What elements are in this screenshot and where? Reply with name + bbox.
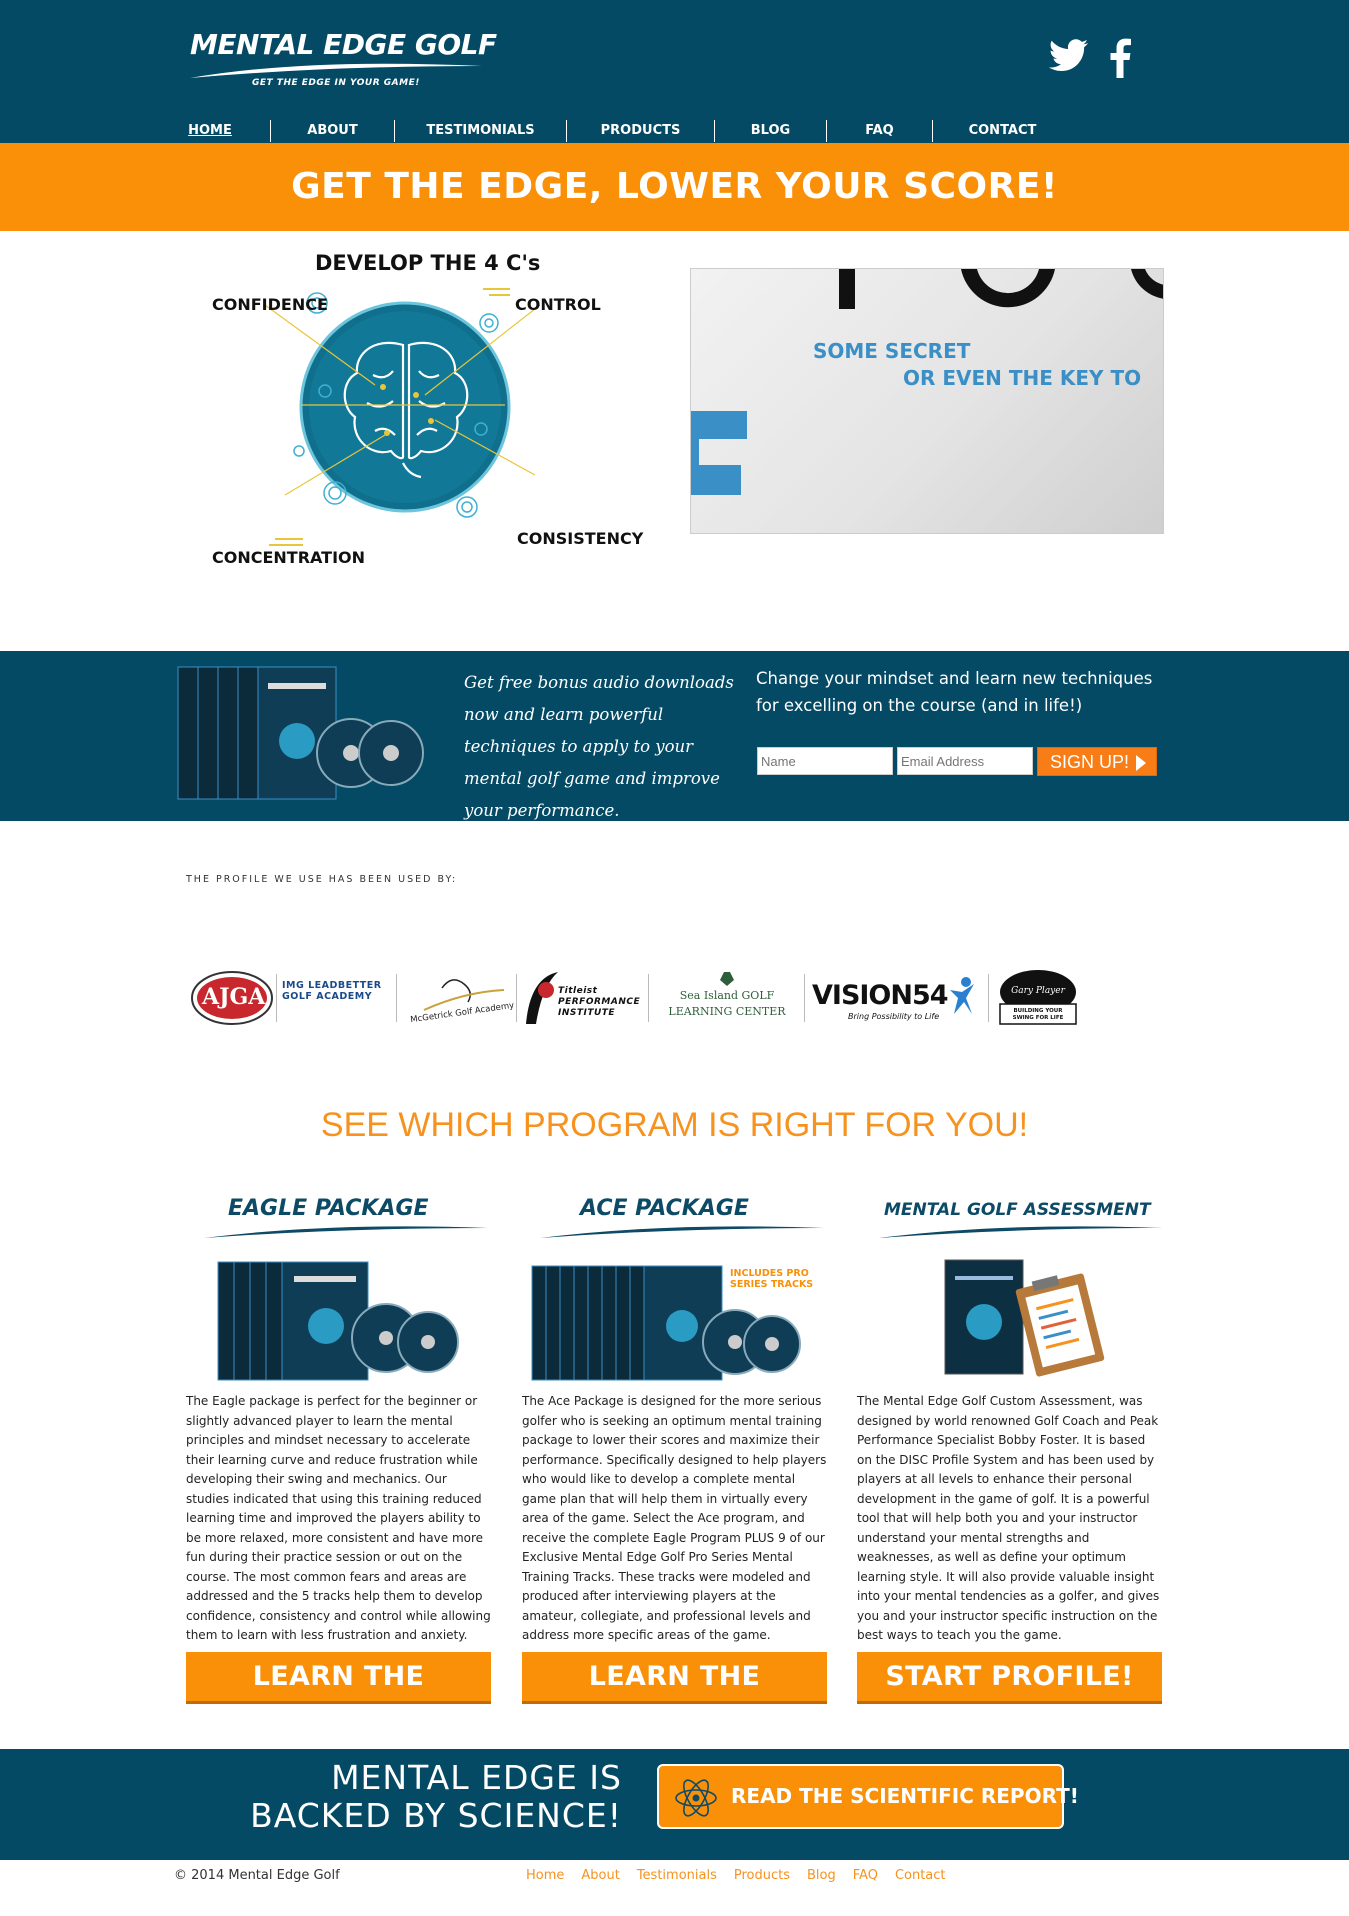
- logo-ajga-text: AJGA: [202, 984, 266, 1010]
- signup-promo: Get free bonus audio downloads now and learn powerful techniques to apply to your mental golf game and improve your performance.: [464, 673, 734, 820]
- tpi-swoosh-icon: [520, 968, 560, 1028]
- logo-mcgetrick: [402, 968, 515, 1028]
- ace-pro-series-badge: INCLUDES PRO SERIES TRACKS: [730, 1268, 814, 1290]
- logo-gary-player-sub: BUILDING YOUR SWING FOR LIFE: [1012, 1008, 1064, 1021]
- nav-blog[interactable]: BLOG: [714, 120, 826, 142]
- footer-link-home[interactable]: Home: [526, 1868, 565, 1883]
- vision54-figure-icon: [946, 976, 978, 1016]
- four-cs-confidence: CONFIDENCE: [212, 295, 328, 314]
- nav-home[interactable]: HOME: [188, 123, 232, 138]
- footer-link-products[interactable]: Products: [733, 1868, 790, 1883]
- program-ace-title: ACE PACKAGE: [580, 1196, 749, 1221]
- logo-title: MENTAL EDGE GOLF: [190, 28, 497, 61]
- footer-link-contact[interactable]: Contact: [894, 1868, 946, 1883]
- program-eagle-title: EAGLE PACKAGE: [228, 1196, 429, 1221]
- science-band: [0, 1749, 1349, 1860]
- video-decor-icon: [691, 269, 1164, 534]
- assessment-report-image: [935, 1246, 1135, 1386]
- eagle-package-image: [216, 1256, 506, 1386]
- signup-email-input[interactable]: [897, 747, 1033, 775]
- eagle-learn-button[interactable]: LEARN THE SECRETS!: [186, 1652, 491, 1704]
- program-assessment-description: The Mental Edge Golf Custom Assessment, was designed by world renowned Golf Coach and Peak Performance Specialist Bobby Foster. It is based on the DISC Profile System and has been used by players at all levels to enhance their personal development in the game of golf. It is a powerful tool that will help both you and your instructor understand your mental strengths and weaknesses, as well as define your optimum learning style. It will also provide valuable insight into your mental tendencies as a golfer, and gives you and your instructor specific instruction on the best ways to teach you the game.: [857, 1394, 1160, 1642]
- nav-products[interactable]: PRODUCTS: [566, 120, 714, 142]
- signup-name-input[interactable]: [757, 747, 893, 775]
- four-cs-graphic: [205, 245, 655, 575]
- scientific-report-label: READ THE SCIENTIFIC REPORT!: [731, 1784, 1079, 1808]
- dvd-package-image: [176, 661, 466, 811]
- science-headline: [222, 1759, 622, 1835]
- logo-gary-player-text: Gary Player: [1011, 986, 1065, 996]
- program-eagle-description: The Eagle package is perfect for the beginner or slightly advanced player to learn the mental principles and mindset necessary to accelerate their learning curve and reduce frustration while developing their swing and mechanics. Our studies indicated that using this training reduced learning time and improved the players ability to be more relaxed, more consistent and have more fun during their practice session or out on the course. The most common fears and areas are addressed and the 5 tracks help them to develop confidence, consistency and control while allowing them to learn with less frustration and anxiety.: [186, 1394, 491, 1642]
- four-cs-consistency: CONSISTENCY: [517, 529, 644, 548]
- logo-divider: [516, 974, 517, 1022]
- partner-logos: [190, 968, 1080, 1028]
- logo-divider: [648, 974, 649, 1022]
- logo-img-text: IMG LEADBETTER GOLF ACADEMY: [282, 980, 382, 1002]
- hero-banner: [0, 143, 1349, 231]
- logo-divider: [988, 974, 989, 1022]
- logo-vision54-sub: Bring Possibility to Life: [848, 1012, 940, 1021]
- logo-tpi-text: Titleist PERFORMANCE INSTITUTE: [558, 986, 641, 1018]
- program-assessment-title: MENTAL GOLF ASSESSMENT: [884, 1200, 1151, 1220]
- footer-link-testimonials[interactable]: Testimonials: [636, 1868, 717, 1883]
- ace-learn-button[interactable]: LEARN THE SECRETS!: [522, 1652, 827, 1704]
- signup-button-label: SIGN UP!: [1050, 752, 1130, 772]
- title-swoosh-icon: [538, 1220, 828, 1240]
- video-caption-line2: OR EVEN THE KEY TO: [903, 366, 1142, 390]
- nav-about[interactable]: ABOUT: [270, 120, 394, 142]
- footer-nav: [526, 1868, 963, 1883]
- logo-divider: [396, 974, 397, 1022]
- title-swoosh-icon: [202, 1220, 492, 1240]
- scientific-report-button[interactable]: [657, 1764, 1079, 1829]
- used-by-heading: THE PROFILE WE USE HAS BEEN USED BY:: [186, 874, 458, 885]
- footer-link-about[interactable]: About: [581, 1868, 620, 1883]
- logo-divider: [276, 974, 277, 1022]
- atom-icon: [673, 1776, 719, 1820]
- programs-heading: SEE WHICH PROGRAM IS RIGHT FOR YOU!: [320, 1106, 1029, 1144]
- title-swoosh-icon: [877, 1220, 1167, 1240]
- nav-contact[interactable]: CONTACT: [932, 120, 1072, 142]
- twitter-icon[interactable]: [1048, 38, 1090, 74]
- intro-video[interactable]: [690, 268, 1164, 534]
- four-cs-concentration: CONCENTRATION: [212, 548, 366, 567]
- logo-vision54-text: VISION54: [812, 980, 948, 1011]
- arrow-right-icon: [1136, 755, 1146, 771]
- logo-sea-island: [652, 968, 802, 1028]
- signup-pitch: Change your mindset and learn new techniques for excelling on the course (and in life!): [756, 669, 1153, 715]
- footer-copyright: © 2014 Mental Edge Golf: [174, 1868, 340, 1883]
- logo-ajga: [190, 968, 274, 1028]
- logo-sea-island-text: Sea Island GOLF LEARNING CENTER: [668, 989, 786, 1018]
- logo-gary-player: [996, 968, 1080, 1028]
- logo-vision54: [808, 968, 984, 1028]
- program-ace-description: The Ace Package is designed for the more serious golfer who is seeking an optimum mental training package to lower their scores and maximize their performance. Specifically designed to help players who would like to develop a complete mental game plan that will help them in virtually every area of the game. Select the Ace program, and receive the complete Eagle Program PLUS 9 of our Exclusive Mental Edge Golf Pro Series Mental Training Tracks. These tracks were modeled and produced after interviewing players at the amateur, collegiate, and professional levels and address more specific areas of the game.: [522, 1394, 827, 1642]
- logo-mcgetrick-text: McGetrick Golf Academy: [409, 1000, 515, 1026]
- signup-button[interactable]: [1037, 747, 1157, 776]
- site-logo[interactable]: [186, 28, 496, 92]
- logo-divider: [804, 974, 805, 1022]
- nav-faq[interactable]: FAQ: [826, 120, 932, 142]
- site-header: [0, 0, 1349, 143]
- footer-link-blog[interactable]: Blog: [807, 1868, 836, 1883]
- footer-link-faq[interactable]: FAQ: [852, 1868, 878, 1883]
- science-line2: BACKED BY SCIENCE!: [250, 1796, 622, 1835]
- four-cs-control: CONTROL: [515, 295, 601, 314]
- video-caption-line1: SOME SECRET: [813, 339, 971, 363]
- nav-testimonials[interactable]: TESTIMONIALS: [394, 120, 566, 142]
- science-line1: MENTAL EDGE IS: [331, 1758, 622, 1797]
- logo-tpi: [520, 968, 644, 1028]
- facebook-icon[interactable]: [1108, 38, 1132, 78]
- main-nav: [150, 120, 1072, 142]
- start-profile-button[interactable]: START PROFILE!: [857, 1652, 1162, 1704]
- logo-tagline: GET THE EDGE IN YOUR GAME!: [252, 78, 420, 88]
- banner-headline: GET THE EDGE, LOWER YOUR SCORE!: [291, 166, 1058, 207]
- signup-band: [0, 651, 1349, 821]
- logo-img-leadbetter: [282, 968, 392, 1028]
- four-cs-title: DEVELOP THE 4 C's: [315, 251, 541, 275]
